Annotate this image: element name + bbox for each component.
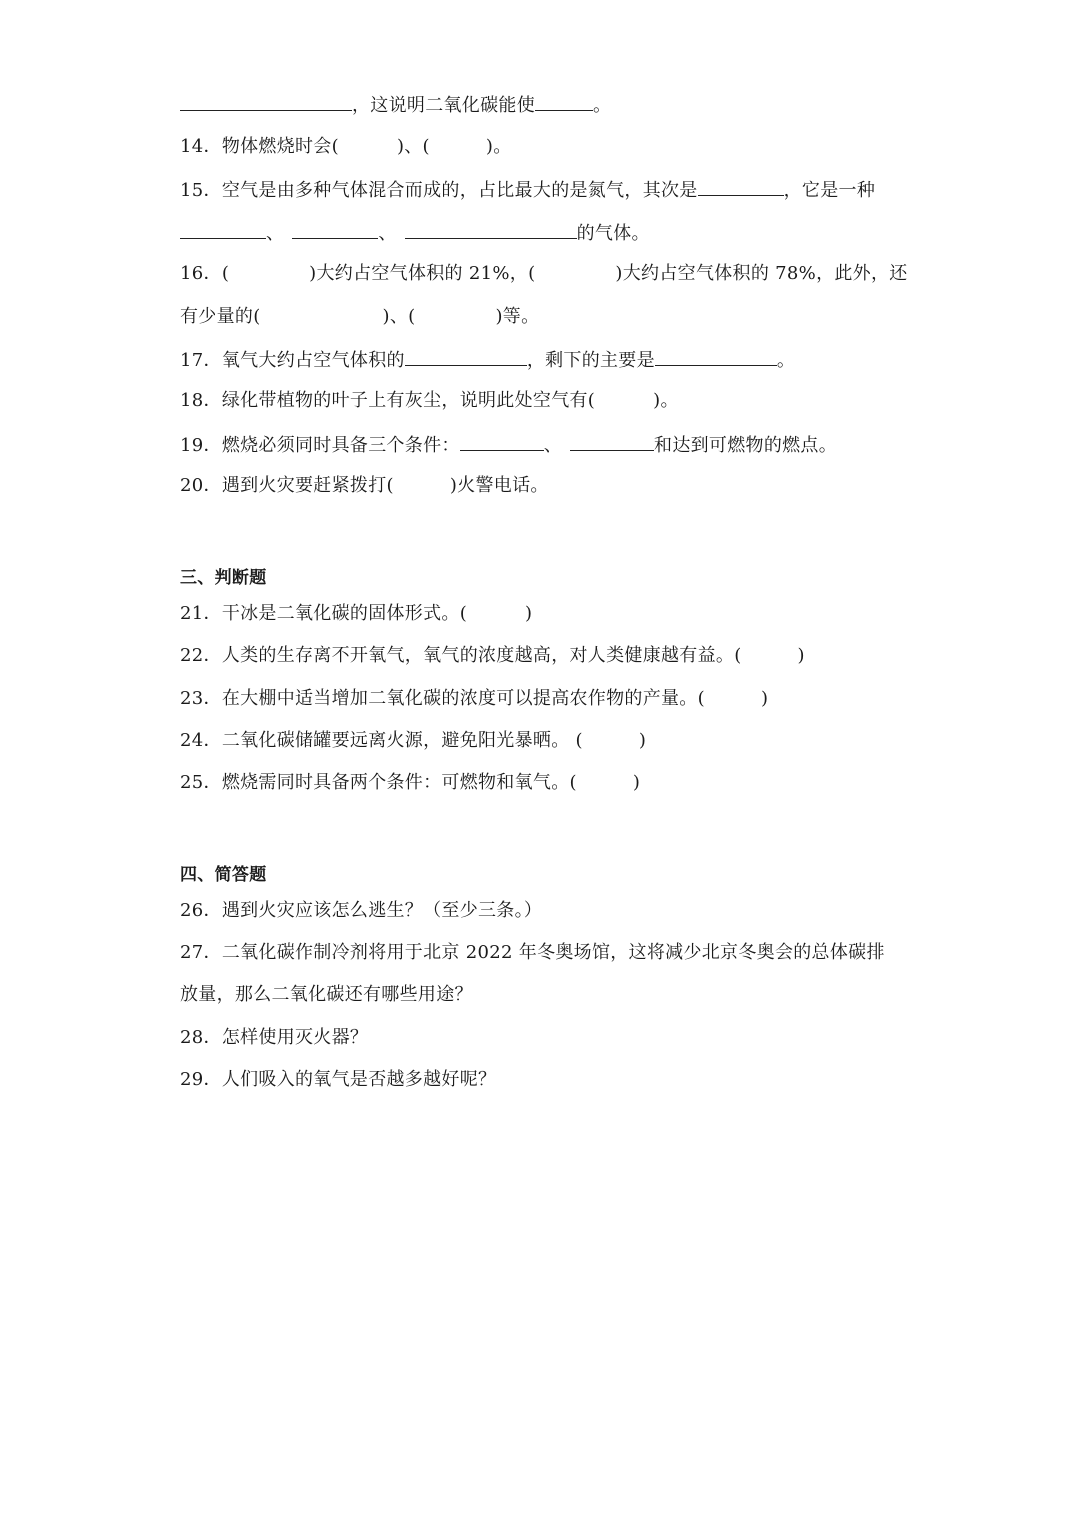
question-text: 遇到火灾应该怎么逃生？（至少三条。）	[221, 900, 543, 921]
question-text: )	[632, 772, 641, 793]
question-20	[180, 474, 549, 498]
question-text: 物体燃烧时会(	[221, 136, 339, 157]
question-text: 放量，那么二氧化碳还有哪些用途？	[180, 984, 473, 1005]
question-number: 17．	[180, 350, 222, 371]
question-number: 21．	[180, 603, 222, 624]
q13-end: 。	[593, 95, 612, 116]
answer-blank[interactable]	[405, 220, 577, 239]
q13-continuation	[180, 92, 611, 118]
question-17	[180, 347, 795, 373]
question-16	[180, 262, 908, 286]
question-text: 在大棚中适当增加二氧化碳的浓度可以提高农作物的产量。(	[221, 688, 705, 709]
question-number: 18．	[180, 390, 222, 411]
question-text: )大约占空气体积的 78%，此外，还	[615, 263, 908, 284]
question-text: 燃烧必须同时具备三个条件：	[221, 435, 460, 456]
q13-text: ，这说明二氧化碳能使	[352, 95, 535, 116]
answer-blank[interactable]	[570, 432, 654, 451]
question-text: 人类的生存离不开氧气，氧气的浓度越高，对人类健康越有益。(	[221, 645, 742, 666]
question-text: 燃烧需同时具备两个条件：可燃物和氧气。(	[221, 772, 577, 793]
section-heading-judge: 三、判断题	[180, 568, 267, 588]
question-text: 有少量的(	[180, 306, 261, 327]
question-24	[180, 729, 646, 753]
question-text: 绿化带植物的叶子上有灰尘，说明此处空气有(	[221, 390, 596, 411]
question-text: 空气是由多种气体混合而成的，占比最大的是氮气，其次是	[221, 180, 698, 201]
separator: 、	[378, 223, 397, 244]
question-text: 二氧化碳作制冷剂将用于北京 2022 年冬奥场馆，这将减少北京冬奥会的总体碳排	[221, 942, 885, 963]
question-text: )、(	[382, 306, 416, 327]
question-number: 19．	[180, 435, 222, 456]
question-text: )大约占空气体积的 21%，(	[309, 263, 536, 284]
answer-blank[interactable]	[292, 220, 378, 239]
question-text: 遇到火灾要赶紧拨打(	[221, 475, 394, 496]
question-number: 15．	[180, 180, 222, 201]
question-16-line2	[180, 305, 539, 329]
separator: 、	[266, 223, 285, 244]
question-number: 27．	[180, 942, 222, 963]
question-number: 28．	[180, 1027, 222, 1048]
question-27	[180, 941, 885, 965]
question-21	[180, 602, 532, 626]
answer-blank[interactable]	[655, 347, 777, 366]
answer-blank[interactable]	[535, 92, 593, 111]
question-number: 16．	[180, 263, 222, 284]
question-text: )	[760, 688, 769, 709]
question-text: )。	[485, 136, 512, 157]
question-number: 23．	[180, 688, 222, 709]
question-text: 的气体。	[576, 223, 650, 244]
question-15-line2	[180, 220, 650, 246]
answer-blank[interactable]	[180, 220, 266, 239]
question-text: )	[525, 603, 533, 624]
question-19	[180, 432, 837, 458]
answer-blank[interactable]	[460, 432, 544, 451]
question-number: 29．	[180, 1069, 222, 1090]
question-text: )火警电话。	[449, 475, 549, 496]
question-29	[180, 1068, 496, 1092]
question-23	[180, 687, 768, 711]
answer-blank[interactable]	[698, 177, 784, 196]
question-text: 怎样使用灭火器？	[221, 1027, 369, 1048]
question-number: 26．	[180, 900, 222, 921]
question-27-line2	[180, 983, 473, 1007]
question-text: 。	[776, 350, 796, 371]
question-number: 22．	[180, 645, 222, 666]
answer-blank[interactable]	[180, 92, 352, 111]
question-text: 干冰是二氧化碳的固体形式。(	[221, 603, 468, 624]
answer-blank[interactable]	[405, 347, 527, 366]
question-text: 和达到可燃物的燃点。	[654, 435, 838, 456]
question-18	[180, 389, 679, 413]
question-number: 25．	[180, 772, 222, 793]
question-text: )	[797, 645, 805, 666]
question-number: 14．	[180, 136, 222, 157]
question-28	[180, 1026, 368, 1050]
question-text: 人们吸入的氧气是否越多越好呢？	[221, 1069, 497, 1090]
question-22	[180, 644, 805, 668]
question-text: ，剩下的主要是	[526, 350, 655, 371]
question-25	[180, 771, 640, 795]
question-text: 氧气大约占空气体积的	[221, 350, 405, 371]
separator: 、	[543, 435, 563, 456]
question-text: )。	[653, 390, 679, 411]
question-text: 二氧化碳储罐要远离火源，避免阳光暴晒。 (	[221, 730, 583, 751]
section-heading-short-answer: 四、简答题	[180, 865, 267, 885]
question-number: 24．	[180, 730, 222, 751]
question-text: )、(	[396, 136, 430, 157]
question-number: 20．	[180, 475, 222, 496]
question-text: )	[638, 730, 647, 751]
question-text: (	[221, 263, 230, 284]
question-26	[180, 899, 542, 923]
question-14	[180, 135, 512, 159]
question-15	[180, 177, 875, 203]
question-text: )等。	[495, 306, 540, 327]
question-text: ，它是一种	[783, 180, 876, 201]
